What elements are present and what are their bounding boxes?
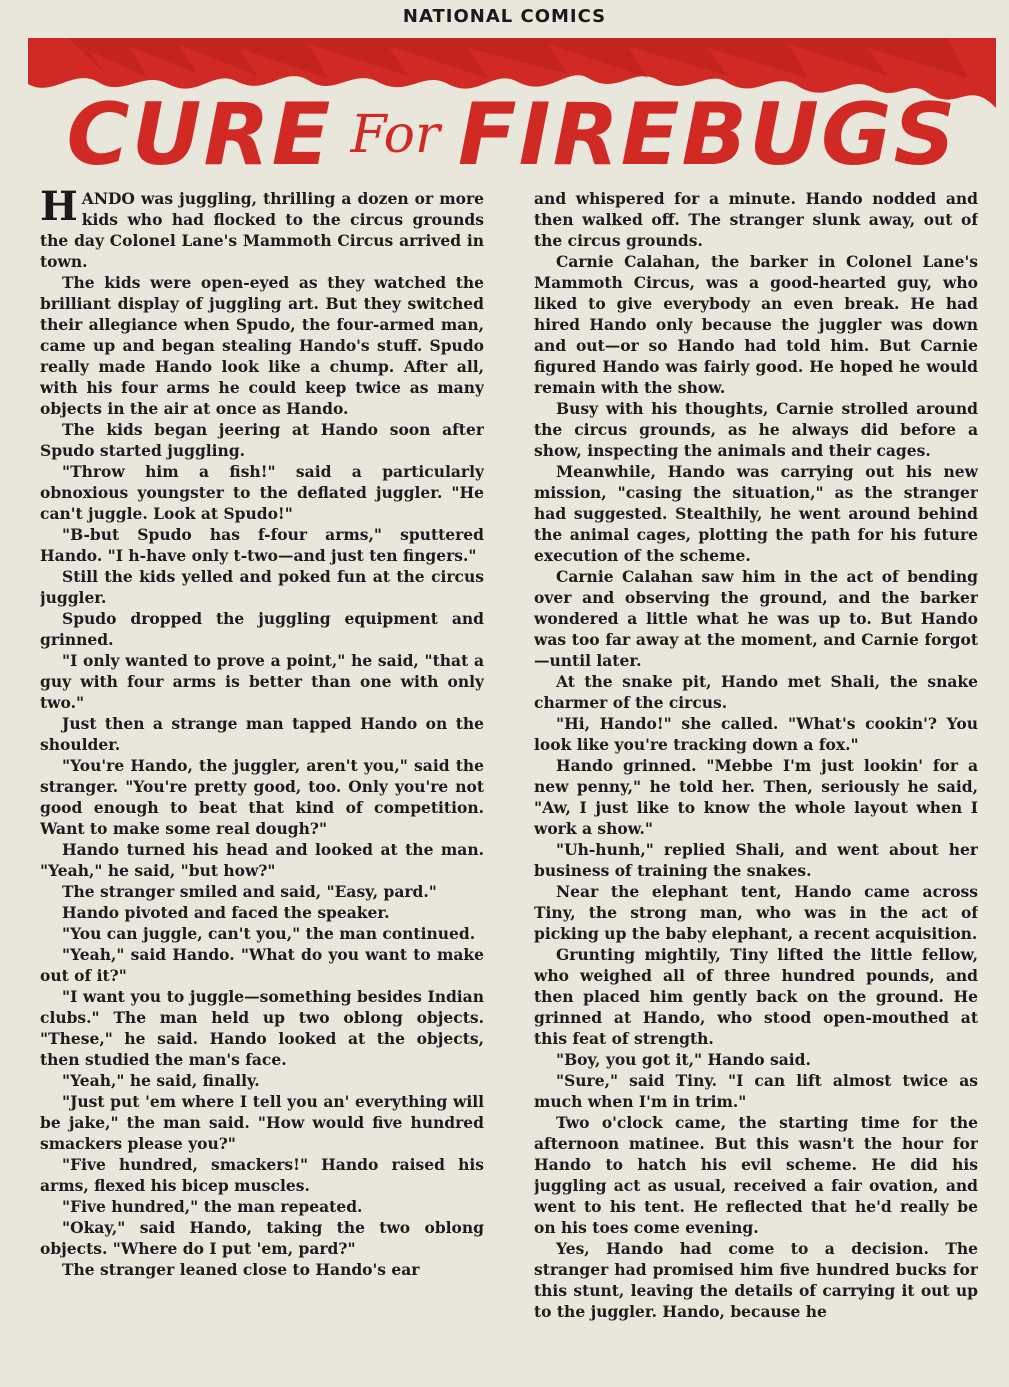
paragraph: Two o'clock came, the starting time for the afternoon matinee. But this wasn't the hour for Hando to hatch his evil scheme. He did his juggling act as usual, received a fair ovation, and went to his tent. He reflected that he'd really be on his toes come evening. <box>534 1113 978 1237</box>
paragraph: "Yeah," he said, finally. <box>62 1071 260 1090</box>
paragraph: HANDO was juggling, thrilling a dozen or more kids who had flocked to the circus grounds the day Colonel Lane's Mammoth Circus arrived in town. <box>40 188 484 271</box>
paragraph: Busy with his thoughts, Carnie strolled around the circus grounds, as he always did before a show, inspecting the animals and their cages. <box>534 399 978 460</box>
paragraph: "Five hundred," the man repeated. <box>62 1197 363 1216</box>
paragraph: "You're Hando, the juggler, aren't you," said the stranger. "You're pretty good, too. Only you're not good enough to beat that kind of competition. Want to make some real dough?" <box>40 756 484 838</box>
paragraph: Meanwhile, Hando was carrying out his new mission, "casing the situation," as the stranger had suggested. Stealthily, he went around behind the animal cages, plotting the path for his future execution of the scheme. <box>534 462 978 565</box>
drop-cap: H <box>40 188 78 230</box>
paragraph: Grunting mightily, Tiny lifted the little fellow, who weighed all of three hundred pounds, and then placed him gently back on the ground. He grinned at Hando, who stood open-mouthed at this feat of strength. <box>534 945 978 1048</box>
paragraph: The kids began jeering at Hando soon after Spudo started juggling. <box>40 420 484 460</box>
paragraph: "Throw him a fish!" said a particularly obnoxious youngster to the deflated juggler. "He can't juggle. Look at Spudo!" <box>40 462 484 523</box>
title-word-for: For <box>350 105 440 165</box>
paragraph: Hando pivoted and faced the speaker. <box>62 903 390 922</box>
paragraph: "Hi, Hando!" she called. "What's cookin'? You look like you're tracking down a fox." <box>534 714 978 754</box>
paragraph: "Boy, you got it," Hando said. <box>556 1050 811 1069</box>
paragraph: "Sure," said Tiny. "I can lift almost twice as much when I'm in trim." <box>534 1071 978 1111</box>
paragraph: Carnie Calahan saw him in the act of bending over and observing the ground, and the barker wondered a little what he was up to. But Hando was too far away at the moment, and Carnie forgot—until later. <box>534 567 978 670</box>
paragraph: "Yeah," said Hando. "What do you want to make out of it?" <box>40 945 484 985</box>
story-column-left <box>40 188 484 1373</box>
paragraph: and whispered for a minute. Hando nodded and then walked off. The stranger slunk away, out of the circus grounds. <box>534 189 978 250</box>
paragraph: Yes, Hando had come to a decision. The stranger had promised him five hundred bucks for this stunt, leaving the details of carrying it out up to the juggler. Hando, because he <box>534 1239 978 1321</box>
title-word-firebugs: FIREBUGS <box>457 85 958 185</box>
paragraph: The stranger leaned close to Hando's ear <box>62 1260 420 1279</box>
paragraph: "B-but Spudo has f-four arms," sputtered Hando. "I h-have only t-two—and just ten fingers." <box>40 525 484 565</box>
title-word-cure: CURE <box>66 85 333 185</box>
paragraph: At the snake pit, Hando met Shali, the snake charmer of the circus. <box>534 672 978 712</box>
paragraph: The kids were open-eyed as they watched the brilliant display of juggling art. But they switched their allegiance when Spudo, the four-armed man, came up and began stealing Hando's stuff. Spudo really made Hando look like a chump. After all, with his four arms he could keep twice as many objects in the air at once as Hando. <box>40 273 484 418</box>
paragraph: "I want you to juggle—something besides Indian clubs." The man held up two oblong objects. "These," he said. Hando looked at the objects, then studied the man's face. <box>40 987 484 1069</box>
paragraph: Spudo dropped the juggling equipment and grinned. <box>40 609 484 649</box>
paragraph: "I only wanted to prove a point," he said, "that a guy with four arms is better than one with only two." <box>40 651 484 712</box>
paragraph: "You can juggle, can't you," the man continued. <box>62 924 476 943</box>
paragraph: Still the kids yelled and poked fun at the circus juggler. <box>40 567 484 607</box>
paragraph: Just then a strange man tapped Hando on the shoulder. <box>40 714 484 754</box>
paragraph: Near the elephant tent, Hando came across Tiny, the strong man, who was in the act of picking up the baby elephant, a recent acquisition. <box>534 882 978 943</box>
paragraph: The stranger smiled and said, "Easy, pard." <box>62 882 437 901</box>
paragraph: "Uh-hunh," replied Shali, and went about her business of training the snakes. <box>534 840 978 880</box>
paragraph: Hando turned his head and looked at the man. "Yeah," he said, "but how?" <box>40 840 484 880</box>
paragraph: Hando grinned. "Mebbe I'm just lookin' for a new penny," he told her. Then, seriously he said, "Aw, I just like to know the whole layout when I work a show." <box>534 756 978 838</box>
story-column-right <box>534 188 978 1373</box>
paragraph: "Five hundred, smackers!" Hando raised his arms, flexed his bicep muscles. <box>40 1155 484 1195</box>
story-title <box>28 85 996 185</box>
paragraph: Carnie Calahan, the barker in Colonel Lane's Mammoth Circus, was a good-hearted guy, who liked to give everybody an even break. He had hired Hando only because the juggler was down and out—or so Hando had told him. But Carnie figured Hando was fairly good. He hoped he would remain with the show. <box>534 252 978 397</box>
paragraph: "Just put 'em where I tell you an' everything will be jake," the man said. "How would five hundred smackers please you?" <box>40 1092 484 1153</box>
paragraph: "Okay," said Hando, taking the two oblong objects. "Where do I put 'em, pard?" <box>40 1218 484 1258</box>
page-header: NATIONAL COMICS <box>402 6 607 27</box>
